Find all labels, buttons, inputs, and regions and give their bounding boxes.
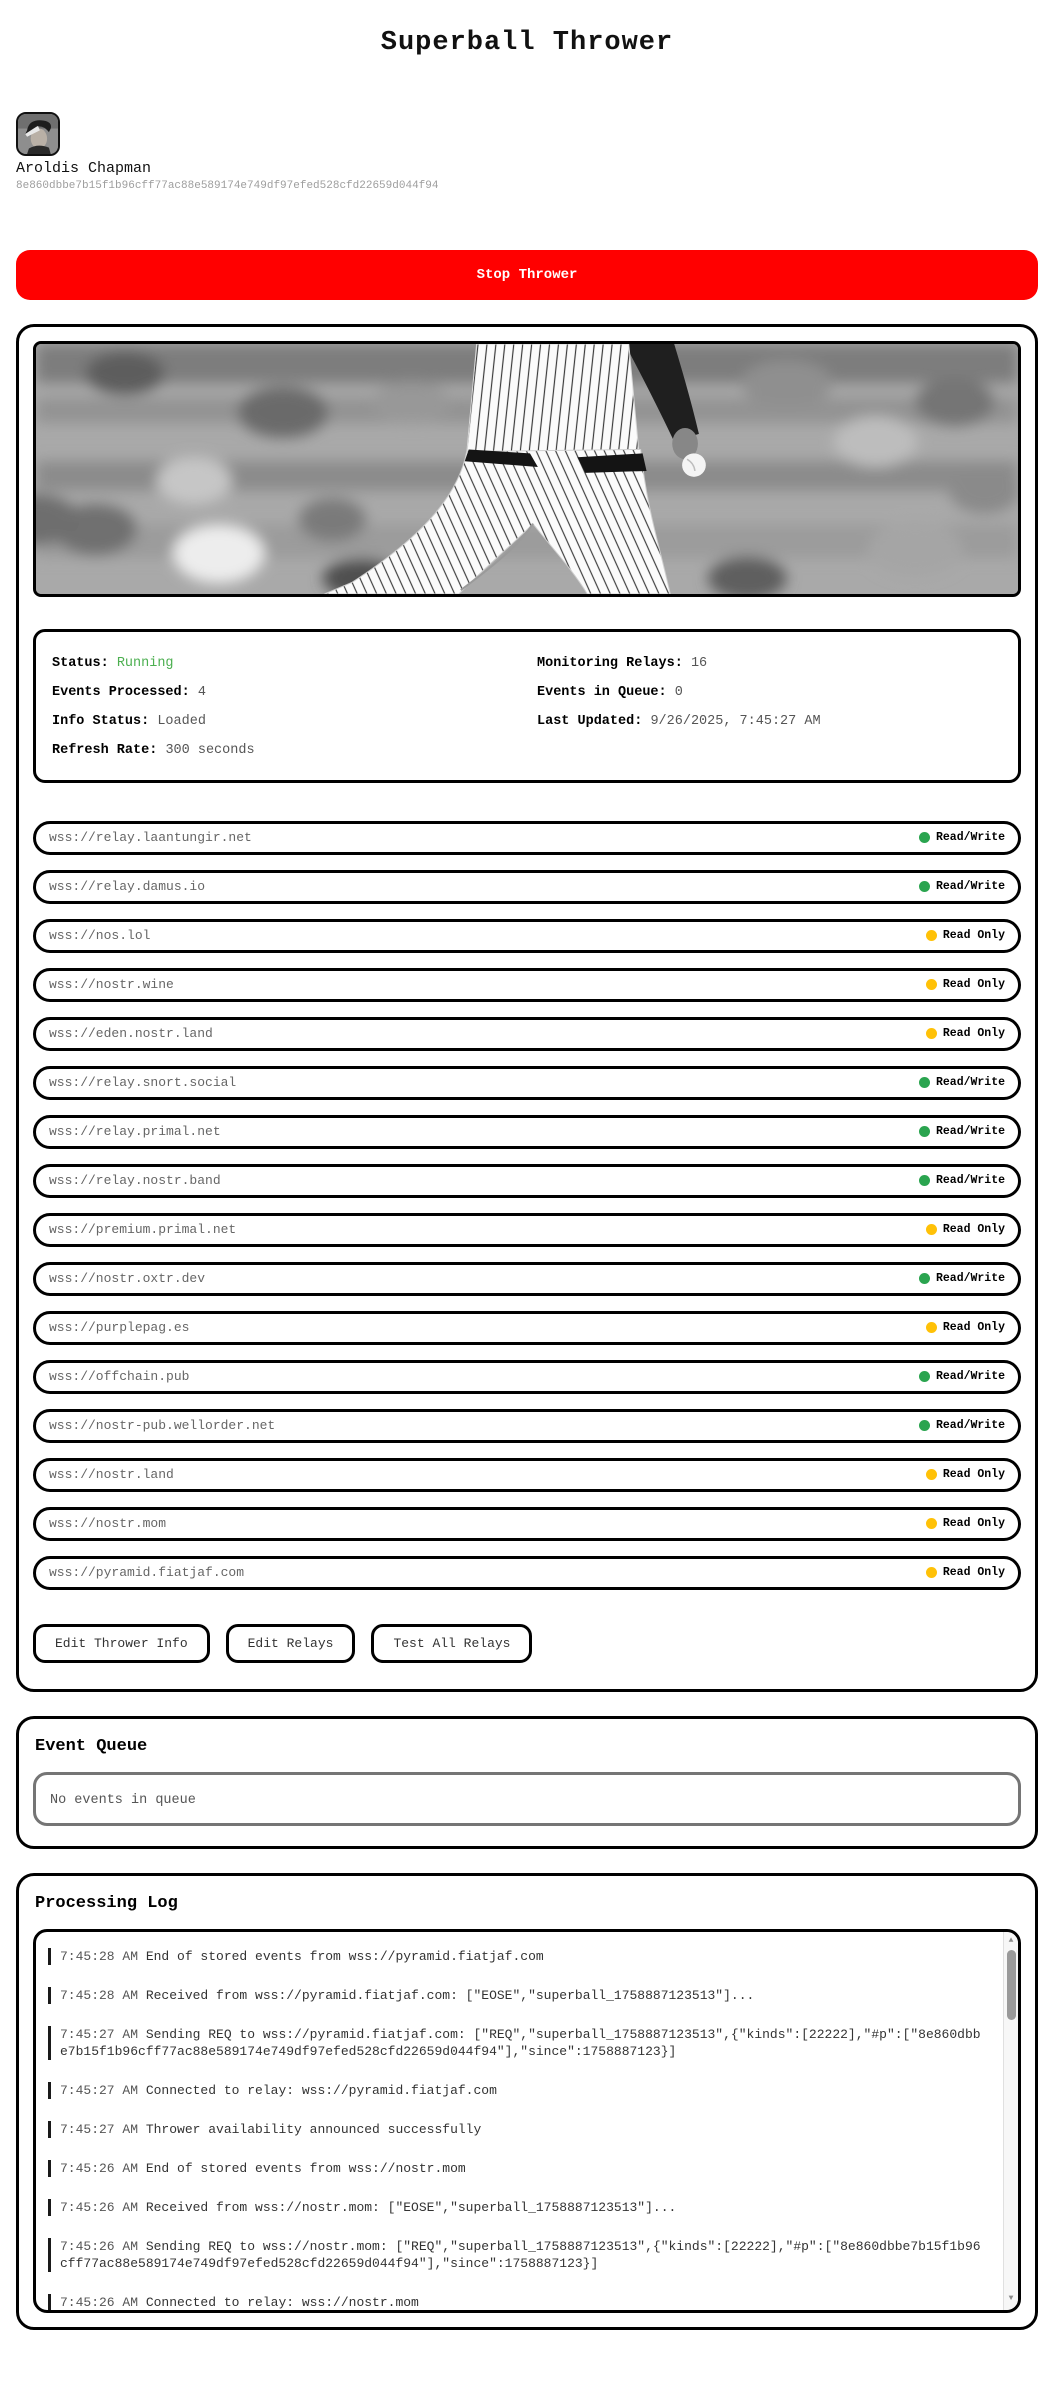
relay-url: wss://nostr.wine <box>49 977 174 993</box>
status-label: Status: <box>52 656 109 671</box>
log-message: Thrower availability announced successfully <box>138 2121 482 2137</box>
log-timestamp: 7:45:27 AM <box>60 2121 139 2137</box>
read-write-status-dot-icon <box>919 832 930 843</box>
baseball-player-portrait-icon <box>18 114 58 154</box>
relay-access-badge <box>926 1566 1005 1579</box>
read-only-status-dot-icon <box>926 1224 937 1235</box>
status-left-column <box>52 646 517 762</box>
relay-row[interactable] <box>33 1115 1021 1149</box>
log-message: End of stored events from wss://pyramid.fiatjaf.com <box>138 1948 544 1964</box>
log-entries <box>48 1948 988 2311</box>
monitoring-relays-value: 16 <box>690 656 708 671</box>
relay-row[interactable] <box>33 1458 1021 1492</box>
relay-access-label: Read Only <box>942 1027 1005 1041</box>
relay-access-label: Read/Write <box>935 1174 1005 1188</box>
scrollbar-down-arrow-icon[interactable]: ▼ <box>1008 2293 1014 2303</box>
relay-access-label: Read/Write <box>935 1370 1005 1384</box>
log-message: Received from wss://nostr.mom: ["EOSE","superball_1758887123513"]... <box>138 2199 677 2215</box>
events-in-queue-value: 0 <box>674 684 683 700</box>
relay-row[interactable] <box>33 821 1021 855</box>
read-write-status-dot-icon <box>919 1175 930 1186</box>
relay-url: wss://nostr.mom <box>49 1516 167 1532</box>
relay-row[interactable] <box>33 1262 1021 1296</box>
relay-access-label: Read Only <box>942 978 1005 992</box>
relay-url: wss://nostr.land <box>49 1467 174 1483</box>
read-write-status-dot-icon <box>919 1077 930 1088</box>
status-value: Running <box>116 656 174 671</box>
action-buttons <box>33 1624 1021 1663</box>
relay-url: wss://nostr-pub.wellorder.net <box>49 1418 276 1434</box>
edit-thrower-info-button[interactable]: Edit Thrower Info <box>33 1624 210 1663</box>
event-queue-card <box>16 1716 1038 1849</box>
relay-access-label: Read Only <box>942 1468 1005 1482</box>
stop-thrower-button[interactable]: Stop Thrower <box>16 250 1038 300</box>
profile-block <box>16 112 1038 192</box>
relay-access-badge <box>926 1223 1005 1236</box>
event-queue-box <box>33 1772 1021 1826</box>
monitoring-relays-label: Monitoring Relays: <box>537 656 683 671</box>
log-entry <box>48 2294 988 2311</box>
relay-url: wss://eden.nostr.land <box>49 1026 213 1042</box>
log-message: End of stored events from wss://nostr.mom <box>138 2160 466 2176</box>
log-timestamp: 7:45:26 AM <box>60 2160 139 2176</box>
relay-row[interactable] <box>33 1556 1021 1590</box>
relay-row[interactable] <box>33 1360 1021 1394</box>
read-only-status-dot-icon <box>926 979 937 990</box>
log-entry <box>48 2238 988 2272</box>
status-right-column <box>537 646 1002 762</box>
log-timestamp: 7:45:26 AM <box>60 2238 139 2254</box>
relay-access-badge <box>919 1174 1005 1187</box>
read-write-status-dot-icon <box>919 881 930 892</box>
read-write-status-dot-icon <box>919 1273 930 1284</box>
relay-url: wss://offchain.pub <box>49 1369 190 1385</box>
log-entry <box>48 2199 988 2216</box>
log-entry <box>48 1948 988 1965</box>
relay-row[interactable] <box>33 1409 1021 1443</box>
relay-list <box>33 821 1021 1590</box>
relay-row[interactable] <box>33 1507 1021 1541</box>
avatar <box>16 112 60 156</box>
processing-log-card <box>16 1873 1038 2330</box>
processing-log-title: Processing Log <box>35 1893 178 1913</box>
relay-access-label: Read/Write <box>935 1125 1005 1139</box>
thrower-card <box>16 324 1038 1692</box>
refresh-rate-value: 300 seconds <box>165 742 255 758</box>
test-all-relays-button[interactable]: Test All Relays <box>371 1624 532 1663</box>
relay-access-label: Read/Write <box>935 831 1005 845</box>
relay-row[interactable] <box>33 919 1021 953</box>
relay-access-label: Read/Write <box>935 1419 1005 1433</box>
log-timestamp: 7:45:26 AM <box>60 2294 139 2310</box>
relay-access-badge <box>919 1419 1005 1432</box>
relay-access-label: Read Only <box>942 1223 1005 1237</box>
scrollbar-thumb[interactable] <box>1007 1950 1016 2020</box>
relay-row[interactable] <box>33 968 1021 1002</box>
relay-access-badge <box>919 1370 1005 1383</box>
processing-log-box[interactable] <box>33 1929 1021 2313</box>
profile-pubkey: 8e860dbbe7b15f1b96cff77ac88e589174e749df97efed528cfd22659d044f94 <box>16 180 439 192</box>
relay-access-badge <box>919 1272 1005 1285</box>
scrollbar-up-arrow-icon[interactable]: ▲ <box>1008 1935 1014 1945</box>
relay-access-label: Read/Write <box>935 1272 1005 1286</box>
relay-url: wss://relay.laantungir.net <box>49 830 252 846</box>
relay-access-badge <box>919 1125 1005 1138</box>
relay-url: wss://purplepag.es <box>49 1320 190 1336</box>
read-only-status-dot-icon <box>926 1518 937 1529</box>
relay-row[interactable] <box>33 870 1021 904</box>
relay-row[interactable] <box>33 1017 1021 1051</box>
read-write-status-dot-icon <box>919 1126 930 1137</box>
relay-access-badge <box>919 1076 1005 1089</box>
relay-row[interactable] <box>33 1213 1021 1247</box>
relay-access-label: Read Only <box>942 1321 1005 1335</box>
info-status-label: Info Status: <box>52 713 150 729</box>
log-message: Connected to relay: wss://pyramid.fiatjaf.com <box>138 2082 497 2098</box>
relay-url: wss://premium.primal.net <box>49 1222 237 1238</box>
info-status-value: Loaded <box>157 713 206 729</box>
relay-access-badge <box>926 978 1005 991</box>
relay-row[interactable] <box>33 1311 1021 1345</box>
edit-relays-button[interactable]: Edit Relays <box>226 1624 356 1663</box>
read-only-status-dot-icon <box>926 1028 937 1039</box>
relay-access-label: Read/Write <box>935 1076 1005 1090</box>
event-queue-empty-message: No events in queue <box>50 1792 196 1808</box>
last-updated-value: 9/26/2025, 7:45:27 AM <box>650 713 821 729</box>
log-message: Sending REQ to wss://pyramid.fiatjaf.com: ["REQ","superball_1758887123513",{"kinds":[22222],"#p":["8e860dbbe7b15f1b96cff77ac88e589174e749df97efed528cfd22659d044f94"],"since":1758887123}] <box>60 2026 981 2059</box>
log-timestamp: 7:45:26 AM <box>60 2199 139 2215</box>
log-message: Received from wss://pyramid.fiatjaf.com: ["EOSE","superball_1758887123513"]... <box>138 1987 755 2003</box>
profile-name: Aroldis Chapman <box>16 160 152 177</box>
refresh-rate-label: Refresh Rate: <box>52 742 158 758</box>
relay-url: wss://relay.primal.net <box>49 1124 221 1140</box>
relay-url: wss://relay.damus.io <box>49 879 206 895</box>
relay-access-badge <box>926 1027 1005 1040</box>
relay-url: wss://relay.snort.social <box>49 1075 237 1091</box>
last-updated-label: Last Updated: <box>537 713 643 729</box>
relay-row[interactable] <box>33 1066 1021 1100</box>
events-processed-label: Events Processed: <box>52 684 190 700</box>
relay-url: wss://nostr.oxtr.dev <box>49 1271 206 1287</box>
read-write-status-dot-icon <box>919 1420 930 1431</box>
log-timestamp: 7:45:27 AM <box>60 2026 139 2042</box>
log-timestamp: 7:45:28 AM <box>60 1987 139 2003</box>
log-entry <box>48 2082 988 2099</box>
log-entry <box>48 2121 988 2138</box>
status-panel <box>33 629 1021 783</box>
read-only-status-dot-icon <box>926 1322 937 1333</box>
log-entry <box>48 1987 988 2004</box>
log-message: Sending REQ to wss://nostr.mom: ["REQ","superball_1758887123513",{"kinds":[22222],"#p":["8e860dbbe7b15f1b96cff77ac88e589174e749df97efed528cfd22659d044f94"],"since":1758887123}] <box>60 2238 981 2271</box>
thrower-photo <box>33 341 1021 597</box>
relay-url: wss://pyramid.fiatjaf.com <box>49 1565 245 1581</box>
relay-access-badge <box>926 1321 1005 1334</box>
relay-access-label: Read Only <box>942 1566 1005 1580</box>
relay-access-badge <box>926 929 1005 942</box>
relay-access-badge <box>926 1517 1005 1530</box>
log-timestamp: 7:45:27 AM <box>60 2082 139 2098</box>
read-only-status-dot-icon <box>926 930 937 941</box>
read-only-status-dot-icon <box>926 1567 937 1578</box>
relay-url: wss://nos.lol <box>49 928 151 944</box>
read-write-status-dot-icon <box>919 1371 930 1382</box>
log-entry <box>48 2160 988 2177</box>
log-timestamp: 7:45:28 AM <box>60 1948 139 1964</box>
relay-access-badge <box>926 1468 1005 1481</box>
event-queue-title: Event Queue <box>35 1736 148 1756</box>
relay-access-label: Read Only <box>942 1517 1005 1531</box>
page-title: Superball Thrower <box>380 28 674 58</box>
events-processed-value: 4 <box>197 684 206 700</box>
read-only-status-dot-icon <box>926 1469 937 1480</box>
relay-access-label: Read/Write <box>935 880 1005 894</box>
relay-row[interactable] <box>33 1164 1021 1198</box>
relay-access-badge <box>919 831 1005 844</box>
log-entry <box>48 2026 988 2060</box>
relay-url: wss://relay.nostr.band <box>49 1173 221 1189</box>
relay-access-badge <box>919 880 1005 893</box>
events-in-queue-label: Events in Queue: <box>537 684 667 700</box>
pitcher-photo-illustration <box>36 344 1018 594</box>
log-message: Connected to relay: wss://nostr.mom <box>138 2294 419 2310</box>
relay-access-label: Read Only <box>942 929 1005 943</box>
log-scrollbar[interactable] <box>1003 1932 1018 2310</box>
